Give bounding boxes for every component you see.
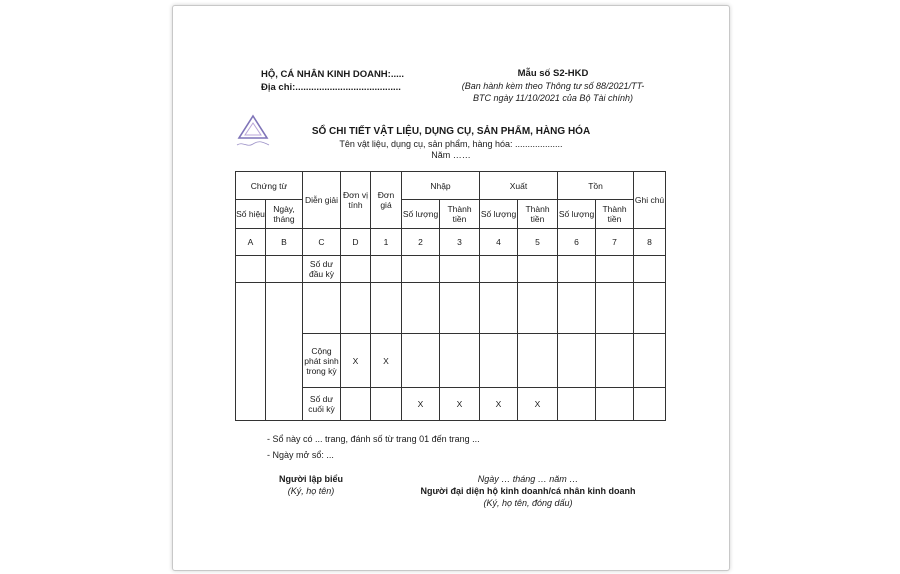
column-code: 7 (596, 229, 634, 256)
business-line: HỘ, CÁ NHÂN KINH DOANH:..... (261, 69, 405, 80)
year-line: Năm …… (431, 150, 471, 160)
header-export-qty: Số lượng (480, 200, 518, 229)
form-code: Mẫu số S2-HKD (517, 68, 589, 79)
header-unit: Đơn vị tính (341, 172, 371, 229)
period-total-label: Cộng phát sinh trong kỳ (303, 334, 341, 388)
group-import: Nhập (402, 172, 480, 200)
column-code: 6 (558, 229, 596, 256)
document-page (172, 5, 730, 571)
header-note: Ghi chú (634, 172, 666, 229)
date-line: Ngày … tháng … năm … (477, 474, 579, 484)
business-header (261, 68, 404, 94)
issued-line-1: (Ban hành kèm theo Thông tư số 88/2021/TT- (461, 81, 645, 91)
header-import-amount: Thành tiền (440, 200, 480, 229)
column-code: 3 (440, 229, 480, 256)
pages-note: - Sổ này có ... trang, đánh số từ trang 01 đến trang ... (267, 434, 480, 444)
representative-title: Người đại diện hộ kinh doanh/cá nhân kinh doanh (420, 486, 636, 496)
header-description: Diễn giải (303, 172, 341, 229)
closing-balance-label: Số dư cuối kỳ (303, 388, 341, 421)
column-code: 4 (480, 229, 518, 256)
representative-signature-block (398, 473, 658, 509)
preparer-title: Người lập biểu (279, 474, 343, 484)
column-code: 5 (518, 229, 558, 256)
header-stock-amount: Thành tiền (596, 200, 634, 229)
preparer-sign-note: (Ký, họ tên) (287, 486, 335, 496)
issued-line-2: BTC ngày 11/10/2021 của Bộ Tài chính) (473, 93, 633, 103)
column-code: C (303, 229, 341, 256)
column-code: A (236, 229, 266, 256)
preparer-signature-block (261, 473, 361, 497)
ledger-table (235, 171, 666, 421)
x-mark: X (480, 388, 518, 421)
header-stock-qty: Số lượng (558, 200, 596, 229)
column-code: 1 (371, 229, 402, 256)
header-unit-price: Đơn giá (371, 172, 402, 229)
header-voucher-date: Ngày, tháng (266, 200, 303, 229)
form-header (443, 68, 663, 104)
address-line: Địa chỉ:........................................ (261, 82, 401, 93)
group-voucher: Chứng từ (236, 172, 303, 200)
opening-date: - Ngày mở sổ: ... (267, 450, 334, 460)
item-name-line: Tên vật liệu, dụng cụ, sản phẩm, hàng hóa: ................... (339, 139, 563, 149)
column-code: 8 (634, 229, 666, 256)
column-code: B (266, 229, 303, 256)
opening-balance-label: Số dư đầu kỳ (303, 256, 341, 283)
group-stock: Tồn (558, 172, 634, 200)
header-export-amount: Thành tiền (518, 200, 558, 229)
x-mark: X (371, 334, 402, 388)
x-mark: X (341, 334, 371, 388)
representative-sign-note: (Ký, họ tên, đóng dấu) (483, 498, 573, 508)
column-code: 2 (402, 229, 440, 256)
header-import-qty: Số lượng (402, 200, 440, 229)
x-mark: X (440, 388, 480, 421)
table-row (236, 256, 666, 283)
column-code: D (341, 229, 371, 256)
x-mark: X (518, 388, 558, 421)
header-voucher-no: Số hiệu (236, 200, 266, 229)
table-row (236, 283, 666, 334)
ledger-title: SỔ CHI TIẾT VẬT LIỆU, DỤNG CỤ, SẢN PHẨM, HÀNG HÓA (311, 126, 591, 137)
group-export: Xuất (480, 172, 558, 200)
x-mark: X (402, 388, 440, 421)
